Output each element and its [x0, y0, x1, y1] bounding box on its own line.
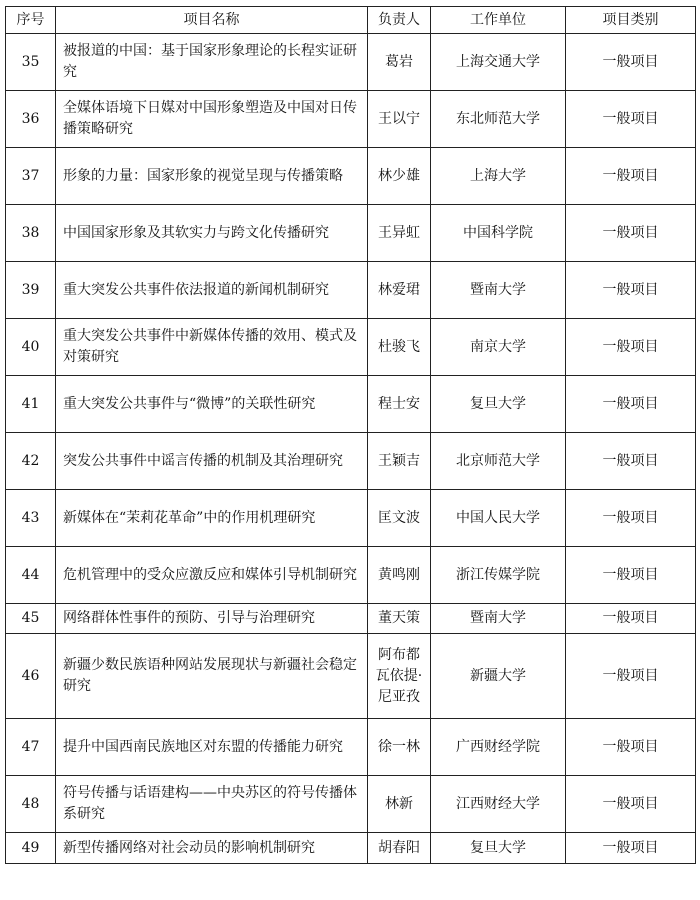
cell-unit: 东北师范大学 — [431, 91, 566, 148]
cell-leader: 林爱珺 — [368, 262, 431, 319]
cell-leader: 王以宁 — [368, 91, 431, 148]
cell-project-name: 重大突发公共事件依法报道的新闻机制研究 — [56, 262, 368, 319]
table-row — [6, 776, 696, 833]
cell-unit: 复旦大学 — [431, 376, 566, 433]
cell-no: 42 — [6, 433, 56, 490]
cell-leader: 匡文波 — [368, 490, 431, 547]
cell-unit: 复旦大学 — [431, 833, 566, 864]
cell-leader: 杜骏飞 — [368, 319, 431, 376]
table-row — [6, 319, 696, 376]
header-leader: 负责人 — [368, 7, 431, 34]
cell-no: 38 — [6, 205, 56, 262]
cell-category: 一般项目 — [566, 148, 696, 205]
cell-unit: 北京师范大学 — [431, 433, 566, 490]
cell-leader: 黄鸣刚 — [368, 547, 431, 604]
cell-leader: 阿布都瓦依提·尼亚孜 — [368, 634, 431, 719]
cell-category: 一般项目 — [566, 604, 696, 634]
cell-project-name: 新疆少数民族语种网站发展现状与新疆社会稳定研究 — [56, 634, 368, 719]
cell-project-name: 危机管理中的受众应激反应和媒体引导机制研究 — [56, 547, 368, 604]
cell-category: 一般项目 — [566, 833, 696, 864]
header-category: 项目类别 — [566, 7, 696, 34]
cell-no: 46 — [6, 634, 56, 719]
cell-leader: 徐一林 — [368, 719, 431, 776]
header-name: 项目名称 — [56, 7, 368, 34]
cell-category: 一般项目 — [566, 634, 696, 719]
cell-project-name: 提升中国西南民族地区对东盟的传播能力研究 — [56, 719, 368, 776]
cell-leader: 王颖吉 — [368, 433, 431, 490]
cell-project-name: 新媒体在“茉莉花革命”中的作用机理研究 — [56, 490, 368, 547]
cell-no: 45 — [6, 604, 56, 634]
cell-no: 44 — [6, 547, 56, 604]
cell-project-name: 中国国家形象及其软实力与跨文化传播研究 — [56, 205, 368, 262]
cell-unit: 暨南大学 — [431, 604, 566, 634]
cell-no: 47 — [6, 719, 56, 776]
cell-category: 一般项目 — [566, 319, 696, 376]
cell-no: 40 — [6, 319, 56, 376]
cell-category: 一般项目 — [566, 490, 696, 547]
project-table — [5, 6, 696, 864]
cell-project-name: 被报道的中国：基于国家形象理论的长程实证研究 — [56, 34, 368, 91]
cell-no: 37 — [6, 148, 56, 205]
table-row — [6, 634, 696, 719]
cell-unit: 上海大学 — [431, 148, 566, 205]
cell-project-name: 重大突发公共事件中新媒体传播的效用、模式及对策研究 — [56, 319, 368, 376]
table-row — [6, 376, 696, 433]
cell-no: 39 — [6, 262, 56, 319]
cell-category: 一般项目 — [566, 376, 696, 433]
cell-unit: 广西财经学院 — [431, 719, 566, 776]
table-row — [6, 433, 696, 490]
table-row — [6, 719, 696, 776]
table-row — [6, 148, 696, 205]
cell-category: 一般项目 — [566, 262, 696, 319]
cell-category: 一般项目 — [566, 34, 696, 91]
cell-no: 41 — [6, 376, 56, 433]
cell-category: 一般项目 — [566, 776, 696, 833]
table-row — [6, 262, 696, 319]
header-no: 序号 — [6, 7, 56, 34]
cell-leader: 王异虹 — [368, 205, 431, 262]
cell-unit: 南京大学 — [431, 319, 566, 376]
cell-project-name: 符号传播与话语建构——中央苏区的符号传播体系研究 — [56, 776, 368, 833]
cell-leader: 董天策 — [368, 604, 431, 634]
cell-category: 一般项目 — [566, 91, 696, 148]
table-row — [6, 547, 696, 604]
cell-category: 一般项目 — [566, 719, 696, 776]
cell-category: 一般项目 — [566, 433, 696, 490]
table-row — [6, 205, 696, 262]
cell-leader: 程士安 — [368, 376, 431, 433]
cell-unit: 暨南大学 — [431, 262, 566, 319]
cell-unit: 新疆大学 — [431, 634, 566, 719]
cell-project-name: 突发公共事件中谣言传播的机制及其治理研究 — [56, 433, 368, 490]
table-row — [6, 91, 696, 148]
cell-unit: 上海交通大学 — [431, 34, 566, 91]
cell-leader: 林新 — [368, 776, 431, 833]
cell-no: 49 — [6, 833, 56, 864]
header-unit: 工作单位 — [431, 7, 566, 34]
cell-unit: 中国科学院 — [431, 205, 566, 262]
cell-leader: 林少雄 — [368, 148, 431, 205]
cell-project-name: 网络群体性事件的预防、引导与治理研究 — [56, 604, 368, 634]
cell-project-name: 全媒体语境下日媒对中国形象塑造及中国对日传播策略研究 — [56, 91, 368, 148]
cell-unit: 中国人民大学 — [431, 490, 566, 547]
cell-unit: 江西财经大学 — [431, 776, 566, 833]
table-row — [6, 490, 696, 547]
cell-leader: 胡春阳 — [368, 833, 431, 864]
cell-unit: 浙江传媒学院 — [431, 547, 566, 604]
cell-project-name: 新型传播网络对社会动员的影响机制研究 — [56, 833, 368, 864]
cell-leader: 葛岩 — [368, 34, 431, 91]
cell-project-name: 重大突发公共事件与“微博”的关联性研究 — [56, 376, 368, 433]
cell-no: 43 — [6, 490, 56, 547]
cell-no: 48 — [6, 776, 56, 833]
table-row — [6, 34, 696, 91]
cell-no: 36 — [6, 91, 56, 148]
table-row — [6, 833, 696, 864]
cell-no: 35 — [6, 34, 56, 91]
table-row — [6, 604, 696, 634]
cell-category: 一般项目 — [566, 547, 696, 604]
cell-category: 一般项目 — [566, 205, 696, 262]
cell-project-name: 形象的力量：国家形象的视觉呈现与传播策略 — [56, 148, 368, 205]
header-row — [6, 7, 696, 34]
